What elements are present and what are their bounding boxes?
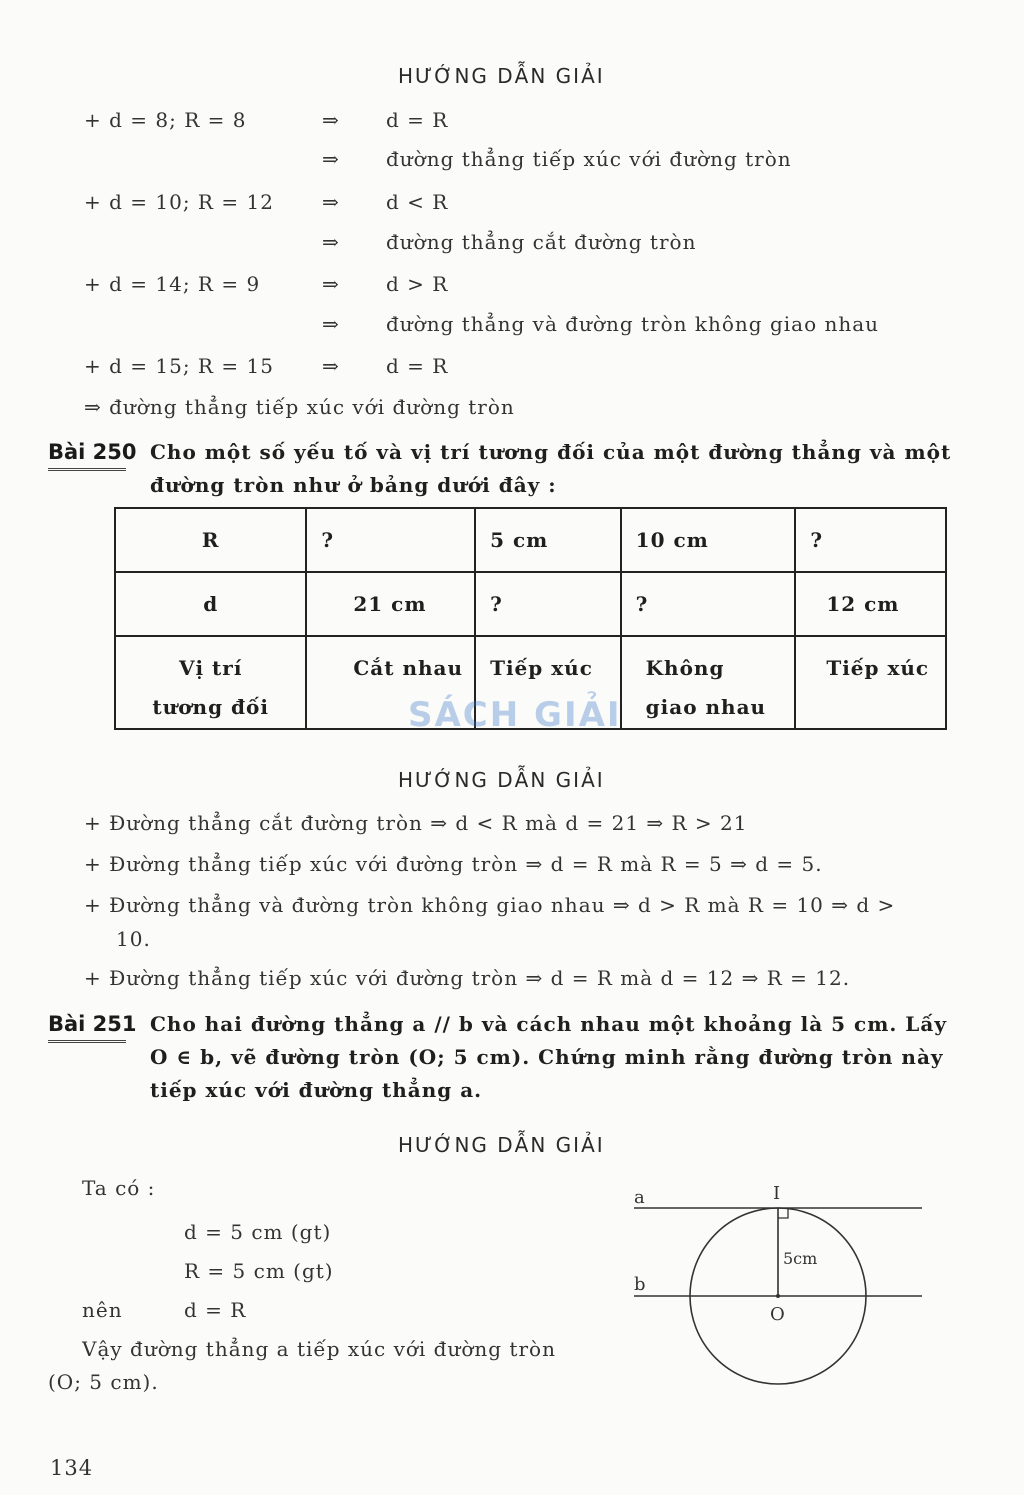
table-cell: 10 cm	[621, 508, 796, 572]
arrow: ⇒	[322, 190, 340, 214]
problem-text: tiếp xúc với đường thẳng a.	[150, 1078, 483, 1102]
list-item: + Đường thẳng cắt đường tròn ⇒ d < R mà d = 21 ⇒ R > 21	[84, 811, 748, 835]
table-cell-line: giao nhau	[645, 695, 767, 719]
table-cell-line: Vị trí	[178, 656, 243, 680]
table-cell: 5 cm	[475, 508, 621, 572]
table-cell: ?	[475, 572, 621, 636]
arrow: ⇒	[322, 108, 340, 132]
table-cell-line: tương đối	[152, 695, 269, 719]
table-cell: d	[115, 572, 306, 636]
table-cell	[621, 636, 796, 729]
problem-label-underline	[48, 468, 126, 471]
problem-text: O ∈ b, vẽ đường tròn (O; 5 cm). Chứng minh rằng đường tròn này	[150, 1045, 944, 1069]
row-right: d > R	[386, 272, 449, 296]
row-left: + d = 15; R = 15	[84, 354, 274, 378]
solution-word: nên	[82, 1298, 123, 1322]
solution-conclusion: Vậy đường thẳng a tiếp xúc với đường tròn	[82, 1337, 556, 1361]
arrow: ⇒	[322, 312, 340, 336]
problem-text: đường tròn như ở bảng dưới đây :	[150, 473, 557, 497]
problem-text: Cho hai đường thẳng a // b và cách nhau một khoảng là 5 cm. Lấy	[150, 1012, 947, 1036]
row-right: d < R	[386, 190, 449, 214]
center-point	[776, 1294, 780, 1298]
list-item: + Đường thẳng tiếp xúc với đường tròn ⇒ d = R mà R = 5 ⇒ d = 5.	[84, 852, 823, 876]
table-cell-line: Cắt nhau	[353, 656, 464, 680]
arrow: ⇒	[322, 147, 340, 171]
arrow: ⇒	[322, 230, 340, 254]
table-cell: ?	[621, 572, 796, 636]
row-right: đường thẳng cắt đường tròn	[386, 230, 697, 254]
list-item-continuation: 10.	[116, 927, 151, 951]
arrow: ⇒	[322, 272, 340, 296]
label-b: b	[634, 1274, 646, 1295]
section-heading: HƯỚNG DẪN GIẢI	[398, 1133, 605, 1157]
list-item: + Đường thẳng và đường tròn không giao nhau ⇒ d > R mà R = 10 ⇒ d >	[84, 893, 896, 917]
table-row	[115, 572, 946, 636]
problem-label-underline	[48, 1040, 126, 1043]
table-cell: ?	[795, 508, 946, 572]
table-cell: R	[115, 508, 306, 572]
problem-label: Bài 251	[48, 1012, 137, 1036]
table-cell-line: Tiếp xúc	[826, 656, 930, 680]
table-cell: 12 cm	[795, 572, 946, 636]
solution-line: d = R	[184, 1298, 247, 1322]
table-cell: 21 cm	[306, 572, 475, 636]
arrow: ⇒	[322, 354, 340, 378]
table-cell	[795, 636, 946, 729]
label-length: 5cm	[783, 1249, 818, 1268]
solution-line: d = 5 cm (gt)	[184, 1220, 332, 1244]
table-cell	[115, 636, 306, 729]
section-heading: HƯỚNG DẪN GIẢI	[398, 768, 605, 792]
row-left: + d = 8; R = 8	[84, 108, 247, 132]
list-item: + Đường thẳng tiếp xúc với đường tròn ⇒ d = R mà d = 12 ⇒ R = 12.	[84, 966, 851, 990]
row-right: đường thẳng tiếp xúc với đường tròn	[386, 147, 792, 171]
problem-text: Cho một số yếu tố và vị trí tương đối của một đường thẳng và một	[150, 440, 952, 464]
tangent-figure	[620, 1175, 930, 1395]
table-cell-line: Tiếp xúc	[490, 656, 593, 680]
page-number: 134	[50, 1456, 94, 1480]
watermark: SÁCH GIẢI	[408, 695, 622, 735]
label-i: I	[773, 1183, 781, 1204]
row-left: + d = 14; R = 9	[84, 272, 261, 296]
row-left: + d = 10; R = 12	[84, 190, 274, 214]
right-angle-mark	[778, 1208, 788, 1218]
row-right: đường thẳng và đường tròn không giao nhau	[386, 312, 880, 336]
solution-line: R = 5 cm (gt)	[184, 1259, 334, 1283]
row-conclusion: ⇒ đường thẳng tiếp xúc với đường tròn	[84, 395, 515, 419]
solution-conclusion: (O; 5 cm).	[48, 1370, 159, 1394]
section-heading: HƯỚNG DẪN GIẢI	[398, 64, 605, 88]
row-right: d = R	[386, 108, 449, 132]
row-right: d = R	[386, 354, 449, 378]
label-o: O	[770, 1304, 785, 1325]
label-a: a	[634, 1187, 645, 1208]
problem-label: Bài 250	[48, 440, 137, 464]
solution-intro: Ta có :	[82, 1176, 156, 1200]
table-cell-line: Không	[645, 656, 725, 680]
table-row	[115, 508, 946, 572]
table-cell: ?	[306, 508, 475, 572]
